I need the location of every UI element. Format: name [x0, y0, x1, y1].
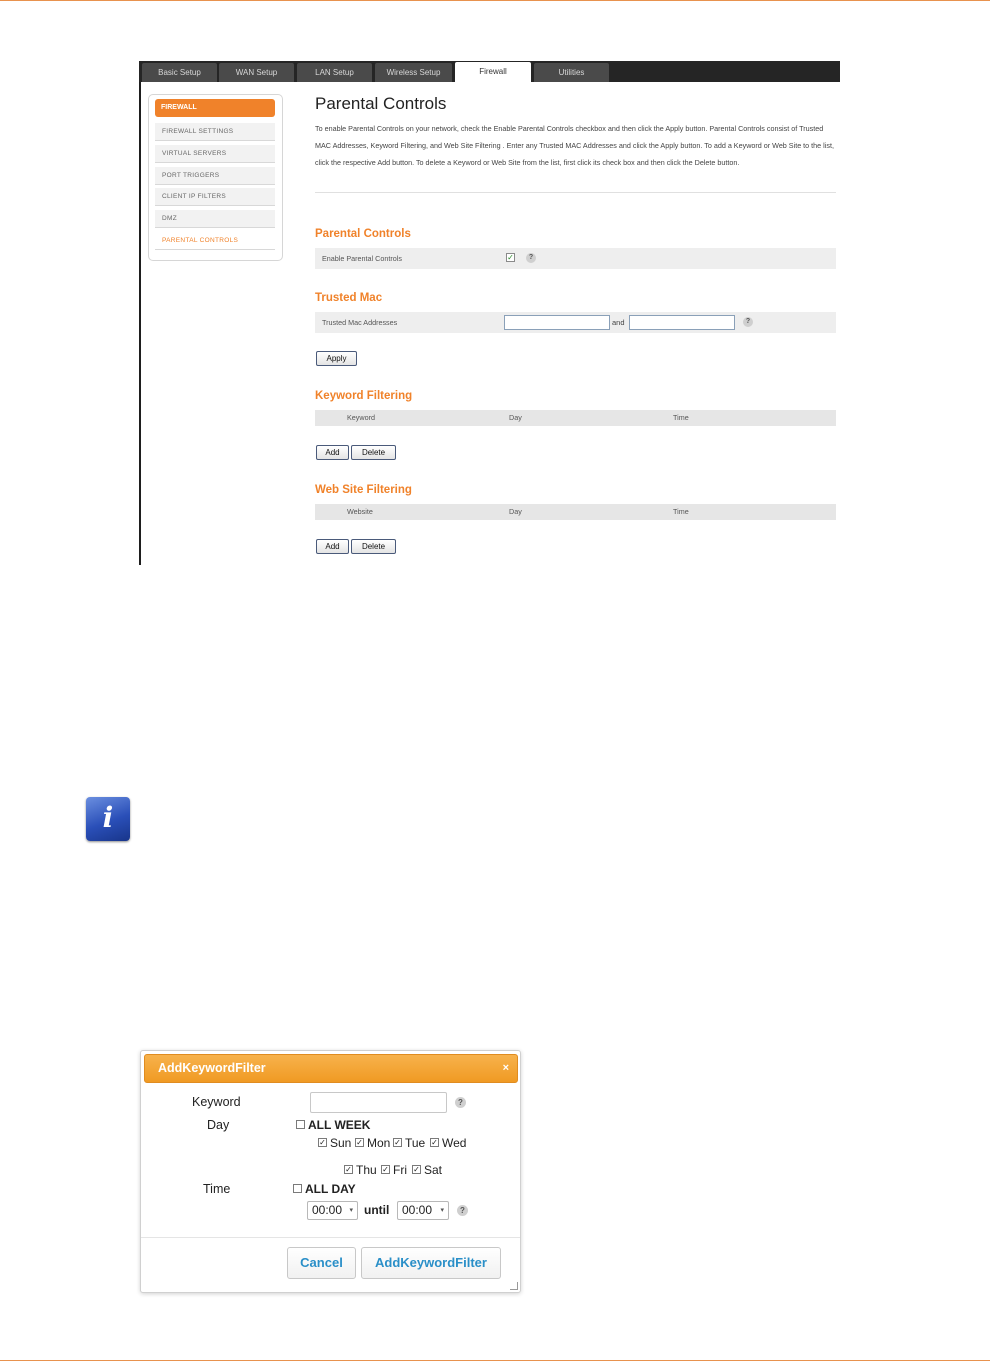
trusted-mac-input-2[interactable]: [629, 315, 735, 330]
until-label: until: [364, 1203, 390, 1217]
day-checkbox-sat[interactable]: ✓: [413, 1165, 420, 1174]
keyword-label: Keyword: [192, 1095, 241, 1109]
day-label-sun: Sun: [330, 1136, 352, 1150]
day-checkbox-wed[interactable]: ✓: [431, 1138, 438, 1147]
column-header-day: Day: [509, 413, 522, 422]
day-label-thu: Thu: [356, 1163, 377, 1177]
resize-grip-icon[interactable]: [510, 1282, 518, 1290]
dialog-title: AddKeywordFilter: [158, 1061, 266, 1075]
day-checkbox-fri[interactable]: ✓: [382, 1165, 389, 1174]
enable-parental-row: [315, 248, 836, 269]
column-header-time: Time: [673, 507, 689, 516]
start-time-value: 00:00: [312, 1203, 343, 1217]
info-glyph: i: [102, 801, 114, 834]
end-time-value: 00:00: [402, 1203, 433, 1217]
tab-wireless-setup[interactable]: Wireless Setup: [375, 63, 452, 82]
sidebar-item-firewall-settings[interactable]: FIREWALL SETTINGS: [155, 123, 275, 141]
question-icon[interactable]: ?: [743, 317, 753, 327]
all-week-checkbox[interactable]: [296, 1120, 305, 1129]
day-label-sat: Sat: [424, 1163, 443, 1177]
top-tab-bar: [139, 61, 840, 82]
column-header-day: Day: [509, 507, 522, 516]
add-keyword-filter-button[interactable]: AddKeywordFilter: [361, 1247, 501, 1279]
section-title-keyword-filtering: Keyword Filtering: [315, 390, 413, 402]
sidebar-item-virtual-servers[interactable]: VIRTUAL SERVERS: [155, 145, 275, 163]
question-icon[interactable]: ?: [526, 253, 536, 263]
close-icon[interactable]: ×: [502, 1062, 509, 1074]
question-icon[interactable]: ?: [455, 1097, 466, 1108]
day-label-wed: Wed: [442, 1136, 467, 1150]
add-keyword-filter-dialog: [140, 1050, 521, 1293]
screenshot-left-edge: [139, 61, 141, 565]
chevron-down-icon: ▾: [349, 1207, 353, 1214]
sidebar-item-parental-controls[interactable]: PARENTAL CONTROLS: [155, 232, 275, 250]
router-screenshot: [139, 61, 840, 565]
day-label: Day: [207, 1118, 230, 1132]
keyword-add-button[interactable]: Add: [316, 445, 349, 460]
sidebar-item-dmz[interactable]: DMZ: [155, 210, 275, 228]
column-header-time: Time: [673, 413, 689, 422]
all-day-checkbox[interactable]: [293, 1184, 302, 1193]
trusted-mac-label: Trusted Mac Addresses: [322, 318, 398, 327]
apply-button[interactable]: Apply: [316, 351, 357, 366]
all-day-label: ALL DAY: [305, 1182, 356, 1196]
sidebar-item-port-triggers[interactable]: PORT TRIGGERS: [155, 167, 275, 185]
tab-firewall[interactable]: Firewall: [455, 62, 531, 82]
page-title: Parental Controls: [315, 94, 447, 113]
tab-wan-setup[interactable]: WAN Setup: [219, 63, 294, 82]
day-label-mon: Mon: [367, 1136, 391, 1150]
firewall-sidebar: [148, 94, 283, 261]
end-time-select[interactable]: [397, 1201, 449, 1220]
dialog-header: [144, 1054, 518, 1083]
keyword-table-header: [315, 410, 836, 426]
page-description: To enable Parental Controls on your network, check the Enable Parental Controls checkbox and then click the Apply button. Parental Controls consist of Trusted MAC Addresses, Keyword Filtering, and Web Site Filtering . Enter any Trusted MAC Addresses and click the Apply button. To add a Keyword or Web Site to the list, click the respective Add button. To delete a Keyword or Web Site from the list, first click its check box and then click the Delete button.: [315, 124, 834, 167]
cancel-button[interactable]: Cancel: [287, 1247, 356, 1279]
page-bottom-rule: [0, 1360, 990, 1361]
chevron-down-icon: ▾: [440, 1207, 444, 1214]
tab-lan-setup[interactable]: LAN Setup: [297, 63, 372, 82]
enable-parental-checkbox[interactable]: ✓: [507, 253, 514, 262]
start-time-select[interactable]: [307, 1201, 358, 1220]
tab-utilities[interactable]: Utilities: [534, 63, 609, 82]
dialog-footer-divider: [141, 1237, 520, 1238]
trusted-mac-row: [315, 312, 836, 333]
sidebar-item-client-ip-filters[interactable]: CLIENT IP FILTERS: [155, 188, 275, 206]
day-checkbox-tue[interactable]: ✓: [394, 1138, 401, 1147]
day-checkbox-sun[interactable]: ✓: [319, 1138, 326, 1147]
day-label-fri: Fri: [393, 1163, 407, 1177]
column-header-website: Website: [347, 507, 373, 516]
section-title-parental-controls: Parental Controls: [315, 228, 411, 240]
website-table-header: [315, 504, 836, 520]
website-delete-button[interactable]: Delete: [351, 539, 396, 554]
keyword-delete-button[interactable]: Delete: [351, 445, 396, 460]
and-label: and: [612, 318, 625, 327]
section-title-web-site-filtering: Web Site Filtering: [315, 484, 412, 496]
page-top-rule: [0, 0, 990, 1]
column-header-keyword: Keyword: [347, 413, 375, 422]
keyword-input[interactable]: [310, 1092, 447, 1113]
trusted-mac-input-1[interactable]: [504, 315, 610, 330]
info-icon: [86, 797, 130, 841]
title-divider: [315, 192, 836, 193]
tab-basic-setup[interactable]: Basic Setup: [142, 63, 217, 82]
website-add-button[interactable]: Add: [316, 539, 349, 554]
question-icon[interactable]: ?: [457, 1205, 468, 1216]
day-label-tue: Tue: [405, 1136, 426, 1150]
time-label: Time: [203, 1182, 231, 1196]
enable-parental-label: Enable Parental Controls: [322, 254, 402, 263]
all-week-label: ALL WEEK: [308, 1118, 371, 1132]
sidebar-heading-firewall[interactable]: FIREWALL: [155, 99, 275, 117]
day-checkbox-thu[interactable]: ✓: [345, 1165, 352, 1174]
day-checkbox-mon[interactable]: ✓: [356, 1138, 363, 1147]
section-title-trusted-mac: Trusted Mac: [315, 292, 383, 304]
